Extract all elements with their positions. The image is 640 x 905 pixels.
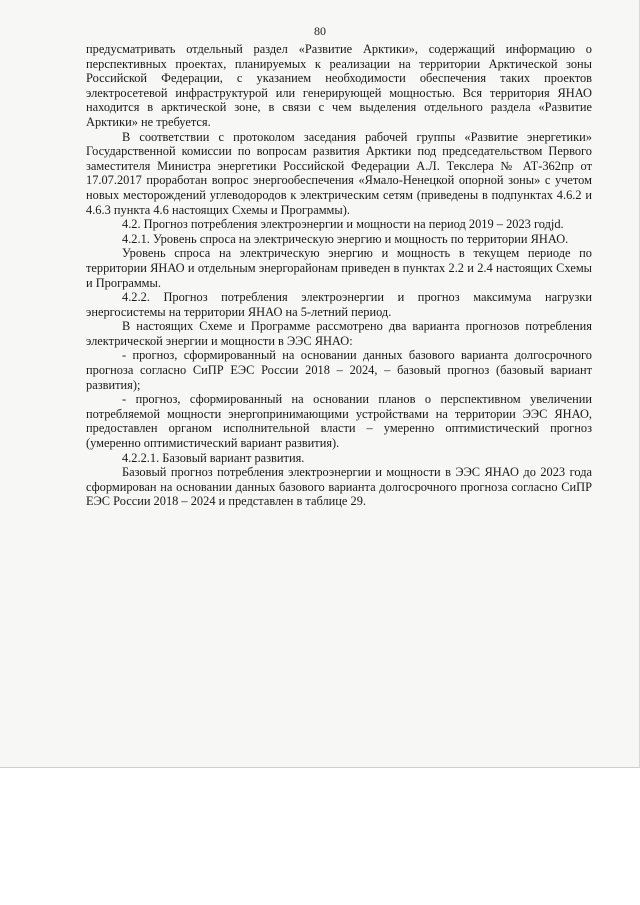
list-item-base-forecast: - прогноз, сформированный на основании данных базового варианта долгосрочного прогноза согласно СиПР ЕЭС России 2018 – 2024, – базовый прогноз (базовый вариант развития); bbox=[86, 348, 592, 392]
paragraph-forecast-variants: В настоящих Схеме и Программе рассмотрено два варианта прогнозов потребления электрической энергии и мощности в ЭЭС ЯНАО: bbox=[86, 319, 592, 348]
paragraph-base-forecast: Базовый прогноз потребления электроэнергии и мощности в ЭЭС ЯНАО до 2023 года сформирован на основании данных базового варианта долгосрочного прогноза согласно СиПР ЕЭС России 2018 – 2024 и представлен в таблице 29. bbox=[86, 465, 592, 509]
section-heading-4-2-2: 4.2.2. Прогноз потребления электроэнергии и прогноз максимума нагрузки энергосистемы на территории ЯНАО на 5-летний период. bbox=[86, 290, 592, 319]
section-heading-4-2: 4.2. Прогноз потребления электроэнергии и мощности на период 2019 – 2023 годjd. bbox=[122, 217, 564, 232]
page-number: 80 bbox=[314, 24, 326, 38]
page-body bbox=[86, 42, 592, 509]
paragraph-demand-level: Уровень спроса на электрическую энергию и мощность в текущем периоде по территории ЯНАО и отдельным энергорайонам приведен в пунктах 2.2 и 2.4 настоящих Схемы и Программы. bbox=[86, 246, 592, 290]
section-heading-4-2-1: 4.2.1. Уровень спроса на электрическую энергию и мощность по территории ЯНАО. bbox=[122, 231, 569, 246]
list-item-optimistic-forecast: - прогноз, сформированный на основании планов о перспективном увеличении потребляемой мощности энергопринимающими устройствами на территории ЭЭС ЯНАО, предоставлен органом исполнительной власти – умеренно оптимистический прогноз (умеренно оптимистический вариант развития). bbox=[86, 392, 592, 451]
paragraph-arctic-section: предусматривать отдельный раздел «Развитие Арктики», содержащий информацию о перспективных проектах, планируемых к реализации на территории Арктической зоны Российской Федерации, с указанием необходимости обеспечения таких проектов электросетевой инфраструктурой или генерирующей мощностью. Вся территория ЯНАО находится в арктической зоне, в связи с чем выделения отдельного раздела «Развитие Арктики» не требуется. bbox=[86, 42, 592, 129]
section-heading-4-2-2-1: 4.2.2.1. Базовый вариант развития. bbox=[122, 450, 305, 465]
paragraph-protocol: В соответствии с протоколом заседания рабочей группы «Развитие энергетики» Государственной комиссии по вопросам развития Арктики под председательством Первого заместителя Министра энергетики Российской Федерации А.Л. Текслера № АТ-362пр от 17.07.2017 проработан вопрос энергообеспечения «Ямало-Ненецкой опорной зоны» с учетом новых месторождений углеводородов к электрическим сетям (приведены в подпунктах 4.6.2 и 4.6.3 пункта 4.6 настоящих Схемы и Программы). bbox=[86, 129, 592, 217]
